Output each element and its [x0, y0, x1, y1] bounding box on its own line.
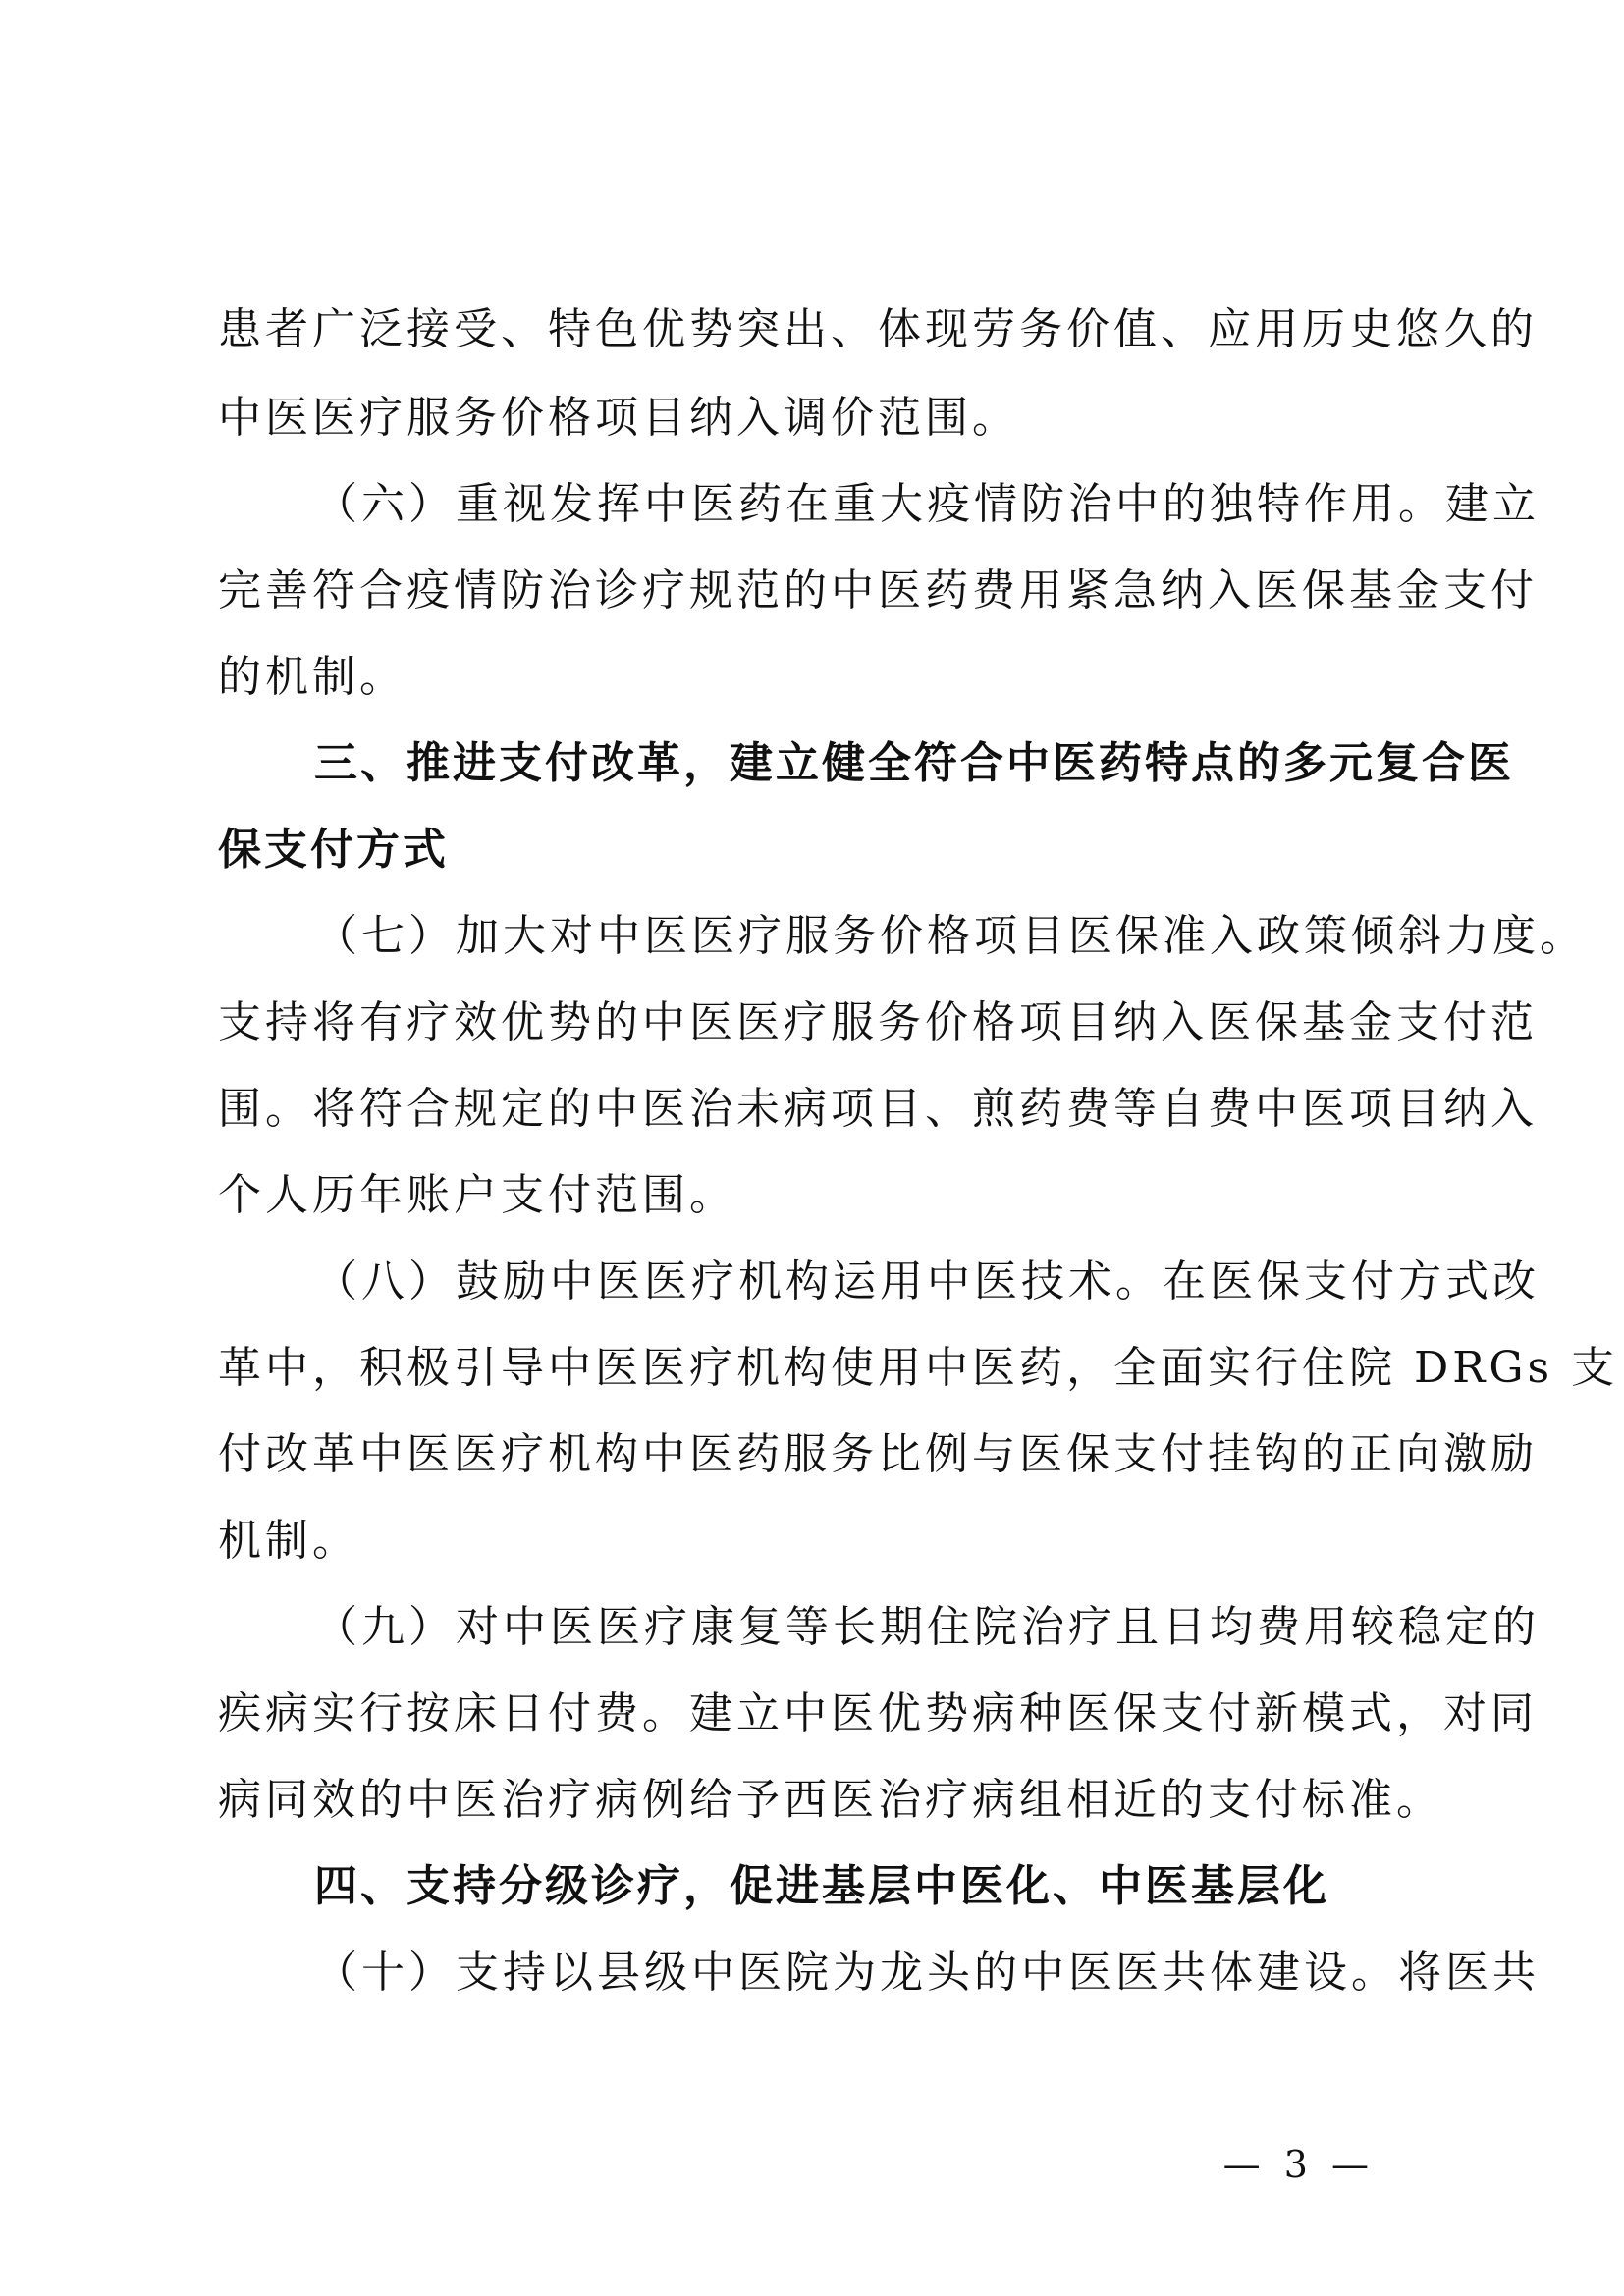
paragraph-line: 完善符合疫情防治诊疗规范的中医药费用紧急纳入医保基金支付 [218, 565, 1538, 615]
paragraph-line: 支持将有疗效优势的中医医疗服务价格项目纳入医保基金支付范 [218, 997, 1538, 1047]
paragraph-line: 的机制。 [218, 652, 406, 702]
paragraph-line: 中医医疗服务价格项目纳入调价范围。 [218, 393, 1019, 443]
paragraph-line: 围。将符合规定的中医治未病项目、煎药费等自费中医项目纳入 [218, 1084, 1538, 1134]
paragraph-line: 病同效的中医治疗病例给予西医治疗病组相近的支付标准。 [218, 1775, 1443, 1825]
section-heading: 四、支持分级诊疗，促进基层中医化、中医基层化 [314, 1861, 1329, 1911]
paragraph-line: 付改革中医医疗机构中医药服务比例与医保支付挂钩的正向激励 [218, 1429, 1538, 1479]
page-number: — 3 — [1222, 2143, 1375, 2186]
paragraph-line: （十）支持以县级中医院为龙头的中医医共体建设。将医共 [314, 1948, 1540, 1998]
paragraph-line: 个人历年账户支付范围。 [218, 1170, 736, 1220]
section-heading: 保支付方式 [218, 825, 449, 875]
paragraph-line: 患者广泛接受、特色优势突出、体现劳务价值、应用历史悠久的 [218, 304, 1538, 354]
paragraph-line: （七）加大对中医医疗服务价格项目医保准入政策倾斜力度。 [314, 911, 1587, 961]
paragraph-line: 革中，积极引导中医医疗机构使用中医药，全面实行住院 DRGs 支 [218, 1343, 1619, 1393]
paragraph-line: （九）对中医医疗康复等长期住院治疗且日均费用较稳定的 [314, 1602, 1540, 1652]
paragraph-line: （八）鼓励中医医疗机构运用中医技术。在医保支付方式改 [314, 1256, 1540, 1307]
paragraph-line: 疾病实行按床日付费。建立中医优势病种医保支付新模式，对同 [218, 1688, 1538, 1738]
section-heading: 三、推进支付改革，建立健全符合中医药特点的多元复合医 [314, 738, 1514, 788]
paragraph-line: （六）重视发挥中医药在重大疫情防治中的独特作用。建立 [314, 479, 1540, 529]
paragraph-line: 机制。 [218, 1516, 359, 1566]
